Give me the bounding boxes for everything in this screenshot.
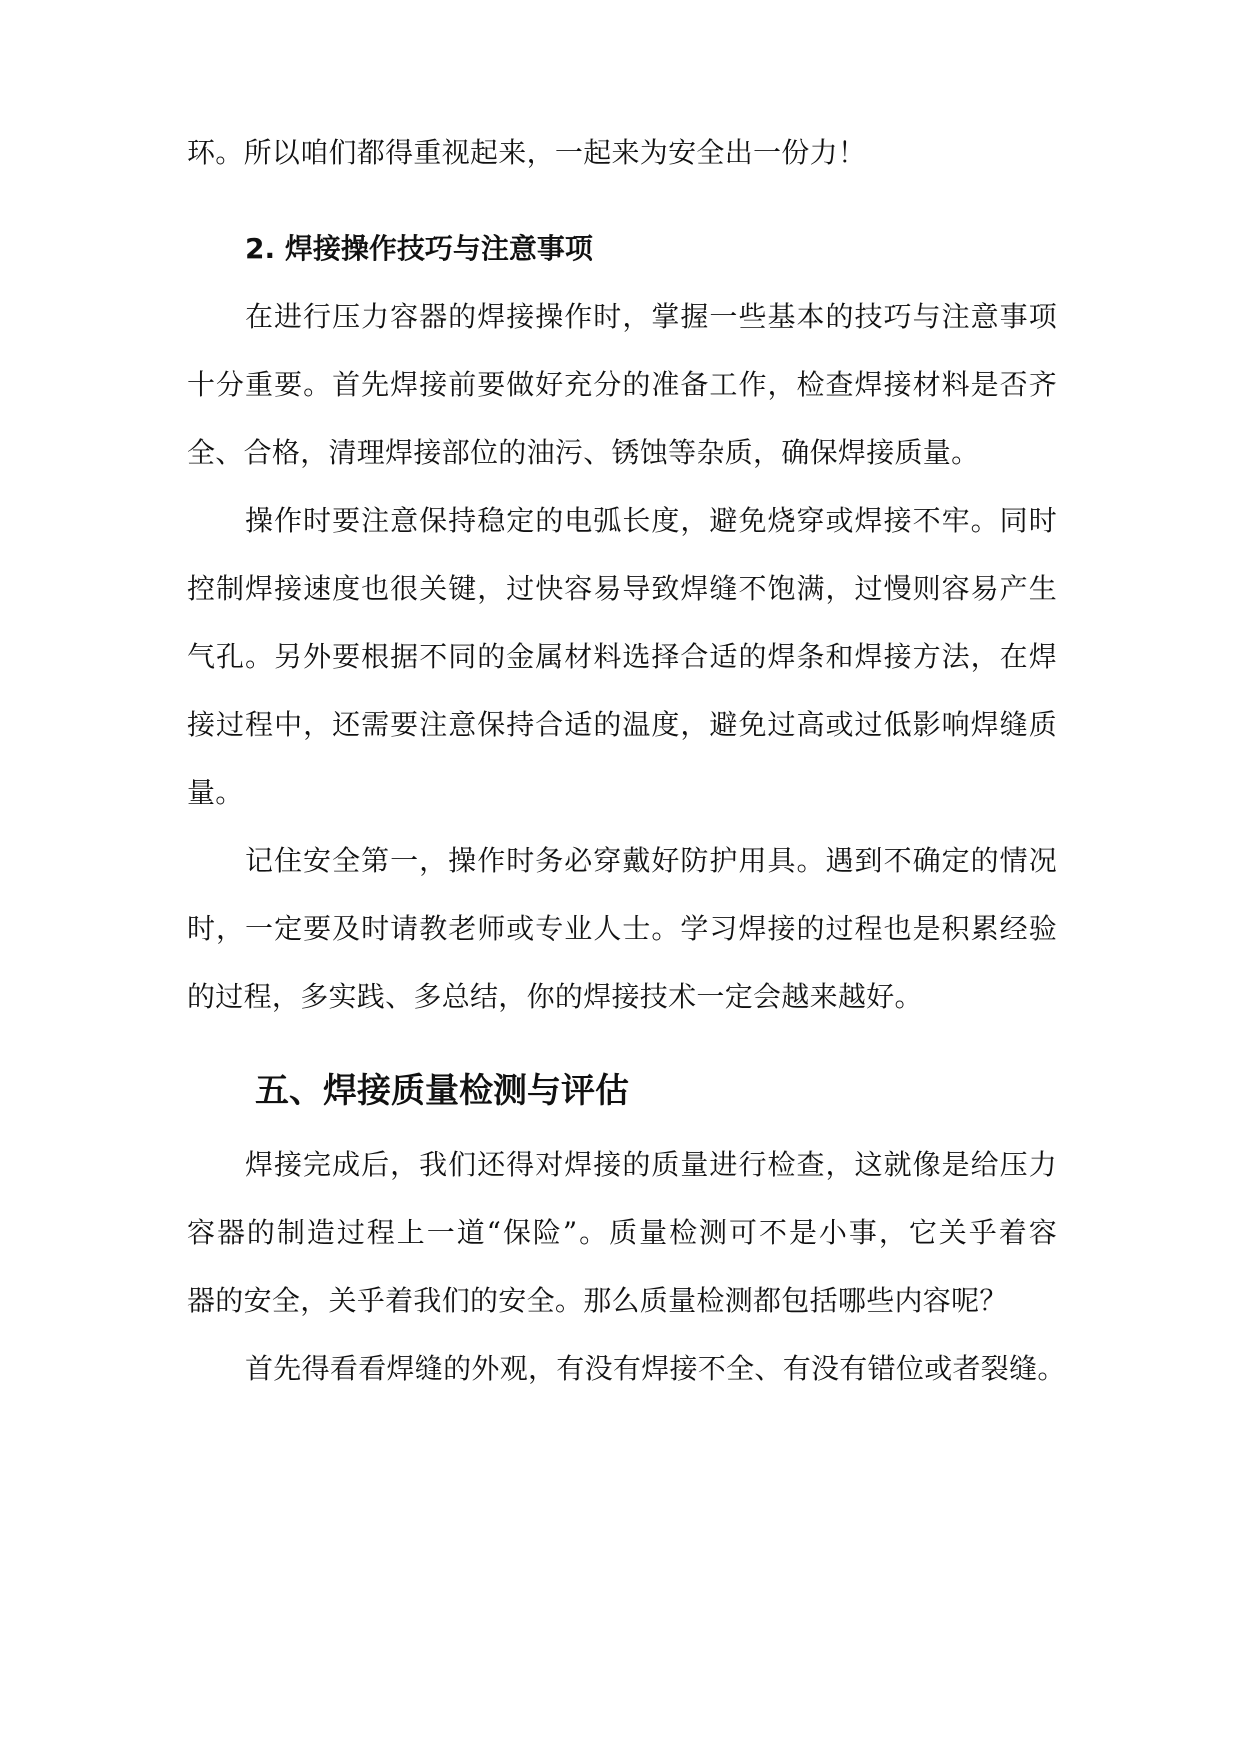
paragraph-line: 时，一定要及时请教老师或专业人士。学习焊接的过程也是积累经验 <box>187 912 1057 945</box>
paragraph-line: 在进行压力容器的焊接操作时，掌握一些基本的技巧与注意事项 <box>245 300 1057 333</box>
paragraph-line: 的过程，多实践、多总结，你的焊接技术一定会越来越好。 <box>187 980 923 1013</box>
paragraph-line: 接过程中，还需要注意保持合适的温度，避免过高或过低影响焊缝质 <box>187 708 1057 741</box>
section-heading: 五、焊接质量检测与评估 <box>255 1071 629 1111</box>
paragraph-line: 首先得看看焊缝的外观，有没有焊接不全、有没有错位或者裂缝。 <box>245 1352 1066 1385</box>
paragraph-line: 气孔。另外要根据不同的金属材料选择合适的焊条和焊接方法，在焊 <box>187 640 1057 673</box>
paragraph-line: 容器的制造过程上一道“保险”。质量检测可不是小事，它关乎着容 <box>187 1216 1057 1249</box>
paragraph-line: 全、合格，清理焊接部位的油污、锈蚀等杂质，确保焊接质量。 <box>187 436 980 469</box>
paragraph-line: 焊接完成后，我们还得对焊接的质量进行检查，这就像是给压力 <box>245 1148 1057 1181</box>
paragraph-line: 环。所以咱们都得重视起来，一起来为安全出一份力！ <box>187 136 867 169</box>
paragraph-line: 器的安全，关乎着我们的安全。那么质量检测都包括哪些内容呢？ <box>187 1284 1008 1317</box>
paragraph-line: 记住安全第一，操作时务必穿戴好防护用具。遇到不确定的情况 <box>245 844 1057 877</box>
paragraph-line: 十分重要。首先焊接前要做好充分的准备工作，检查焊接材料是否齐 <box>187 368 1057 401</box>
subsection-heading: 2. 焊接操作技巧与注意事项 <box>245 232 593 265</box>
paragraph-line: 控制焊接速度也很关键，过快容易导致焊缝不饱满，过慢则容易产生 <box>187 572 1057 605</box>
paragraph-line: 量。 <box>187 776 244 809</box>
paragraph-line: 操作时要注意保持稳定的电弧长度，避免烧穿或焊接不牢。同时 <box>245 504 1057 537</box>
